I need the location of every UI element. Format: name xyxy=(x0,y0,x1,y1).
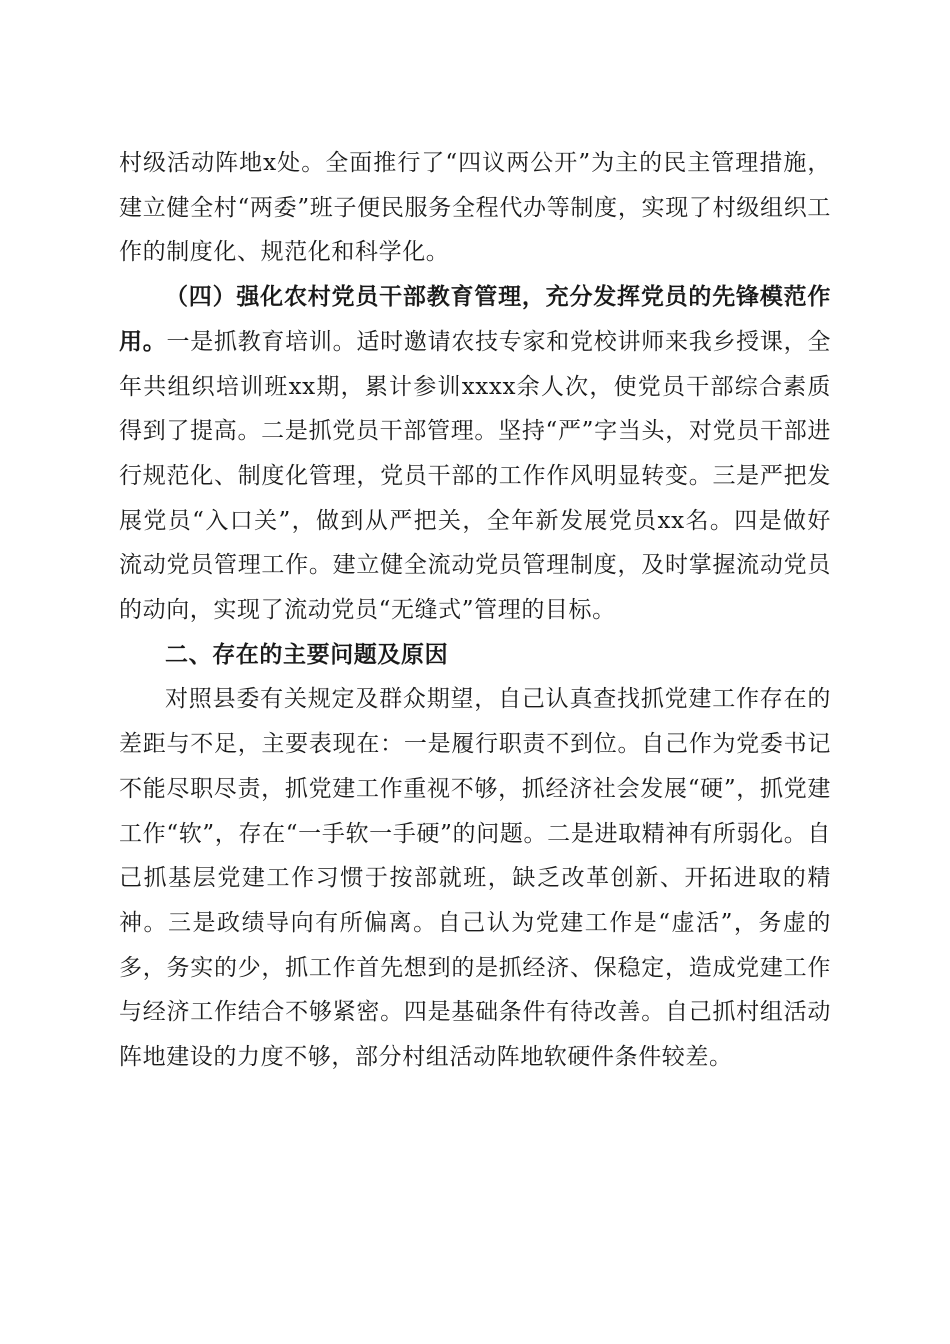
section-heading-problems: 二、存在的主要问题及原因 xyxy=(165,641,449,668)
paragraph-village-activity: 村级活动阵地x处。全面推行了“四议两公开”为主的民主管理措施，建立健全村“两委”班子便民服务全程代办等制度，实现了村级组织工作的制度化、规范化和科学化。 xyxy=(119,150,831,266)
document-body xyxy=(119,141,831,1080)
subsection-body-4: 一是抓教育培训。适时邀请农技专家和党校讲师来我乡授课，全年共组织培训班xx期，累计参训xxxx余人次，使党员干部综合素质得到了提高。二是抓党员干部管理。坚持“严”字当头，对党员干部进行规范化、制度化管理，党员干部的工作作风明显转变。三是严把发展党员“入口关”，做到从严把关，全年新发展党员xx名。四是做好流动党员管理工作。建立健全流动党员管理制度，及时掌握流动党员的动向，实现了流动党员“无缝式”管理的目标。 xyxy=(119,328,831,624)
subsection-heading-4: （四）强化农村党员干部教育管理，充分发挥党员的先锋模范作用。 xyxy=(119,283,831,355)
paragraph-party-education xyxy=(119,275,831,633)
paragraph-problems: 对照县委有关规定及群众期望，自己认真查找抓党建工作存在的差距与不足，主要表现在：一是履行职责不到位。自己作为党委书记不能尽职尽责，抓党建工作重视不够，抓经济社会发展“硬”，抓党建工作“软”，存在“一手软一手硬”的问题。二是进取精神有所弱化。自己抓基层党建工作习惯于按部就班，缺乏改革创新、开拓进取的精神。三是政绩导向有所偏离。自己认为党建工作是“虚活”，务虚的多，务实的少，抓工作首先想到的是抓经济、保稳定，造成党建工作与经济工作结合不够紧密。四是基础条件有待改善。自己抓村组活动阵地建设的力度不够，部分村组活动阵地软硬件条件较差。 xyxy=(119,686,831,1071)
